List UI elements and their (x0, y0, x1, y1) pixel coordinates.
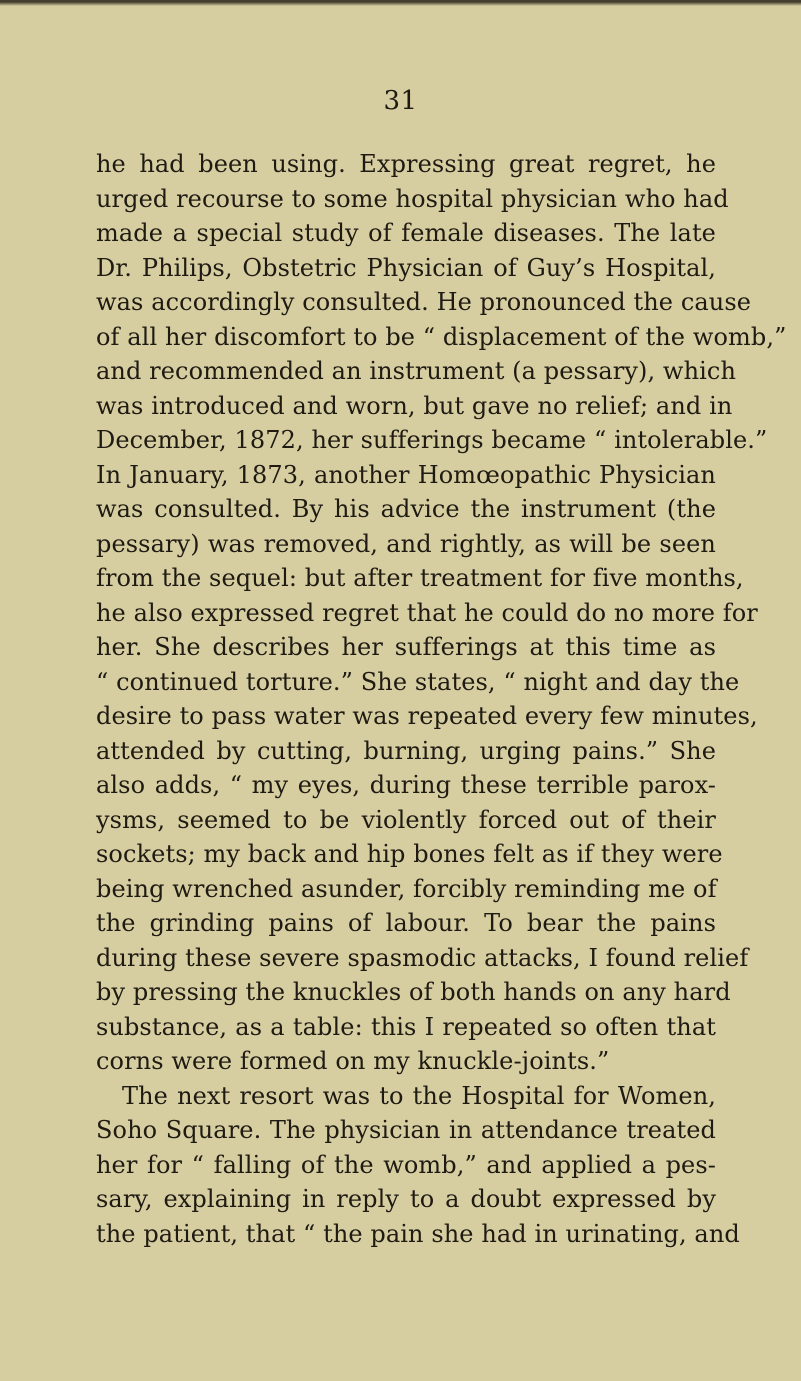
top-edge-rule (0, 0, 801, 6)
text-line: during these severe spasmodic attacks, I found relief (96, 943, 749, 972)
text-line: In January, 1873, another Homœopathic Physician (96, 460, 716, 489)
text-line: urged recourse to some hospital physician who had (96, 184, 729, 213)
text-line: of all her discomfort to be “ displacement of the womb,” (96, 322, 787, 351)
text-line: pessary) was removed, and rightly, as will be seen (96, 529, 716, 558)
text-line: The next resort was to the Hospital for Women, (122, 1081, 716, 1110)
text-line: he also expressed regret that he could do no more for (96, 598, 758, 627)
text-line: by pressing the knuckles of both hands on any hard (96, 978, 731, 1006)
text-line: and recommended an instrument (a pessary), which (96, 357, 737, 385)
text-line: Dr. Philips, Obstetric Physician of Guy’s Hospital, (96, 253, 716, 282)
text-line: being wrenched asunder, forcibly reminding me of (96, 874, 717, 903)
text-line: corns were formed on my knuckle-joints.” (96, 1047, 610, 1075)
text-line: from the sequel: but after treatment for five months, (96, 564, 744, 592)
text-line: made a special study of female diseases. The late (96, 219, 716, 247)
text-line: sockets; my back and hip bones felt as if they were (96, 840, 723, 868)
text-line: her. She describes her sufferings at this time as (96, 633, 716, 661)
text-line: the grinding pains of labour. To bear the pains (96, 909, 716, 937)
text-line: was consulted. By his advice the instrument (the (96, 495, 716, 523)
body-text (96, 147, 787, 1251)
text-line: her for “ falling of the womb,” and applied a pes- (96, 1150, 716, 1179)
text-line: attended by cutting, burning, urging pains.” She (96, 736, 716, 765)
text-line: sary, explaining in reply to a doubt expressed by (96, 1185, 716, 1213)
text-line: was accordingly consulted. He pronounced the cause (96, 288, 752, 316)
page-number: 31 (383, 86, 418, 116)
text-line: the patient, that “ the pain she had in urinating, and (96, 1219, 740, 1248)
text-line: also adds, “ my eyes, during these terrible parox- (96, 771, 716, 799)
text-line: substance, as a table: this I repeated so often that (96, 1012, 716, 1041)
text-line: Soho Square. The physician in attendance treated (96, 1116, 716, 1144)
text-line: was introduced and worn, but gave no relief; and in (96, 391, 733, 420)
text-line: desire to pass water was repeated every few minutes, (96, 702, 758, 730)
text-line: he had been using. Expressing great regret, he (96, 150, 716, 178)
text-line: December, 1872, her sufferings became “ intolerable.” (96, 426, 768, 454)
text-line: ysms, seemed to be violently forced out of their (96, 805, 716, 834)
text-line: “ continued torture.” She states, “ night and day the (96, 667, 740, 696)
